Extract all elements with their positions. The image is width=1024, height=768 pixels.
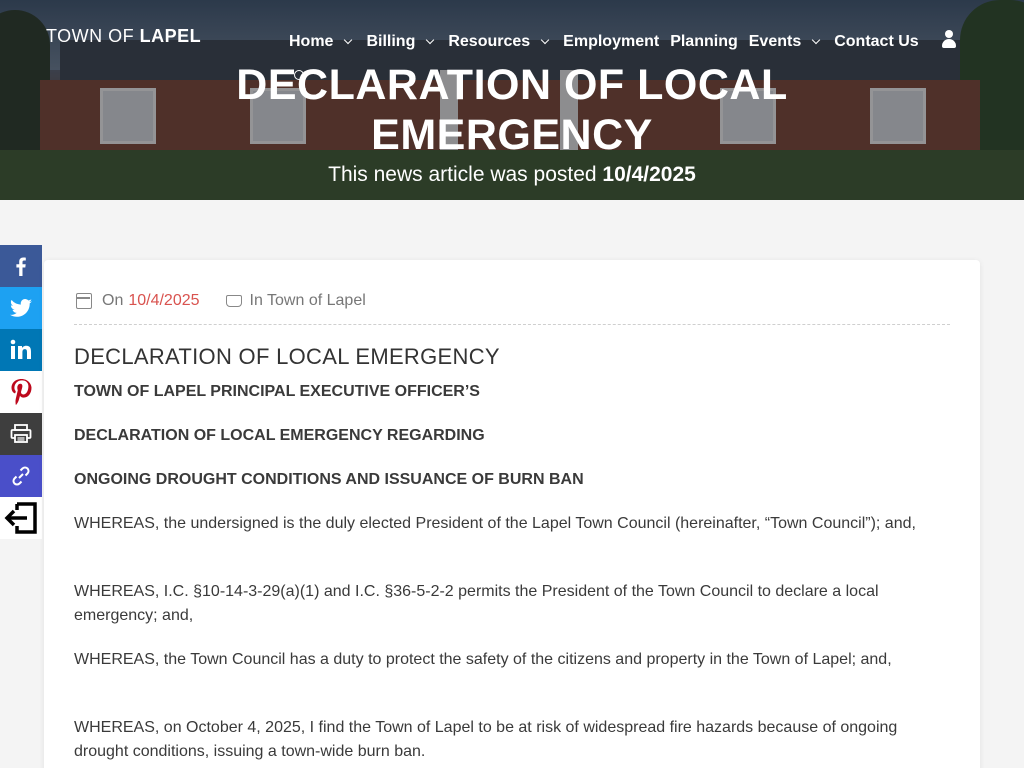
logo-prefix: TOWN OF xyxy=(46,26,135,46)
article-title: DECLARATION OF LOCAL EMERGENCY xyxy=(74,344,500,369)
share-bar xyxy=(0,245,42,539)
meta-date-link[interactable]: 10/4/2025 xyxy=(128,292,200,309)
article-paragraph: WHEREAS, the Town Council has a duty to protect the safety of the citizens and property in the Town of Lapel; and, xyxy=(74,651,892,668)
sign-out-icon xyxy=(3,500,39,536)
meta-category-link[interactable]: In Town of Lapel xyxy=(249,292,366,309)
posted-date-subtitle xyxy=(0,163,1024,187)
posted-prefix: This news article was posted xyxy=(328,163,597,186)
article-heading: DECLARATION OF LOCAL EMERGENCY REGARDING xyxy=(74,427,485,444)
copy-link-button[interactable] xyxy=(0,455,42,497)
chevron-down-icon xyxy=(344,36,352,44)
article-paragraph: WHEREAS, the undersigned is the duly elected President of the Lapel Town Council (hereinafter, “Town Council”); and, xyxy=(74,515,916,532)
nav-label: Employment xyxy=(563,33,660,50)
twitter-share-button[interactable] xyxy=(0,287,42,329)
print-button[interactable] xyxy=(0,413,42,455)
pinterest-share-button[interactable] xyxy=(0,371,42,413)
nav-item-employment[interactable] xyxy=(563,33,659,51)
category-icon xyxy=(226,295,242,307)
nav-label: Billing xyxy=(366,33,416,50)
facebook-icon xyxy=(10,255,32,277)
nav-label: Home xyxy=(289,33,334,50)
user-icon-head xyxy=(945,30,953,38)
pinterest-icon xyxy=(9,378,33,406)
nav-label: Events xyxy=(748,33,802,50)
page-title-line2: EMERGENCY xyxy=(371,111,653,159)
article-card xyxy=(44,260,980,768)
nav-item-contact[interactable] xyxy=(834,33,918,51)
nav-item-planning[interactable] xyxy=(670,33,738,51)
chevron-down-icon xyxy=(426,36,434,44)
chevron-down-icon xyxy=(812,36,820,44)
article-heading: ONGOING DROUGHT CONDITIONS AND ISSUANCE OF BURN BAN xyxy=(74,471,584,488)
article-paragraph: WHEREAS, on October 4, 2025, I find the Town of Lapel to be at risk of widespread fire hazards because of ongoing drought conditions, issuing a town-wide burn ban. xyxy=(74,719,898,760)
nav-item-resources[interactable] xyxy=(448,33,552,51)
exit-share-button[interactable] xyxy=(0,497,42,539)
nav-item-home[interactable] xyxy=(289,33,355,51)
nav-label: Planning xyxy=(670,33,738,50)
nav-item-events[interactable] xyxy=(749,33,823,51)
twitter-icon xyxy=(9,297,33,319)
meta-on-label: On xyxy=(102,292,124,309)
posted-date: 10/4/2025 xyxy=(602,163,696,186)
page-title xyxy=(0,60,1024,160)
link-icon xyxy=(10,465,32,487)
main-nav xyxy=(289,31,930,53)
linkedin-share-button[interactable] xyxy=(0,329,42,371)
user-icon-body xyxy=(942,39,956,48)
article-heading: TOWN OF LAPEL PRINCIPAL EXECUTIVE OFFICER’S xyxy=(74,383,480,400)
facebook-share-button[interactable] xyxy=(0,245,42,287)
linkedin-icon xyxy=(9,338,33,362)
page-title-line1: DECLARATION OF LOCAL xyxy=(236,61,788,109)
nav-item-billing[interactable] xyxy=(366,33,437,51)
article-meta xyxy=(74,292,950,325)
article-paragraph: WHEREAS, I.C. §10-14-3-29(a)(1) and I.C. §36-5-2-2 permits the President of the Town Council to declare a local emergency; and, xyxy=(74,583,879,624)
user-icon[interactable] xyxy=(942,30,956,48)
logo-name: LAPEL xyxy=(139,26,202,46)
site-logo[interactable] xyxy=(46,26,201,47)
calendar-icon xyxy=(76,293,92,309)
chevron-down-icon xyxy=(541,36,549,44)
nav-label: Contact Us xyxy=(834,33,919,50)
nav-label: Resources xyxy=(448,33,531,50)
print-icon xyxy=(10,424,32,444)
